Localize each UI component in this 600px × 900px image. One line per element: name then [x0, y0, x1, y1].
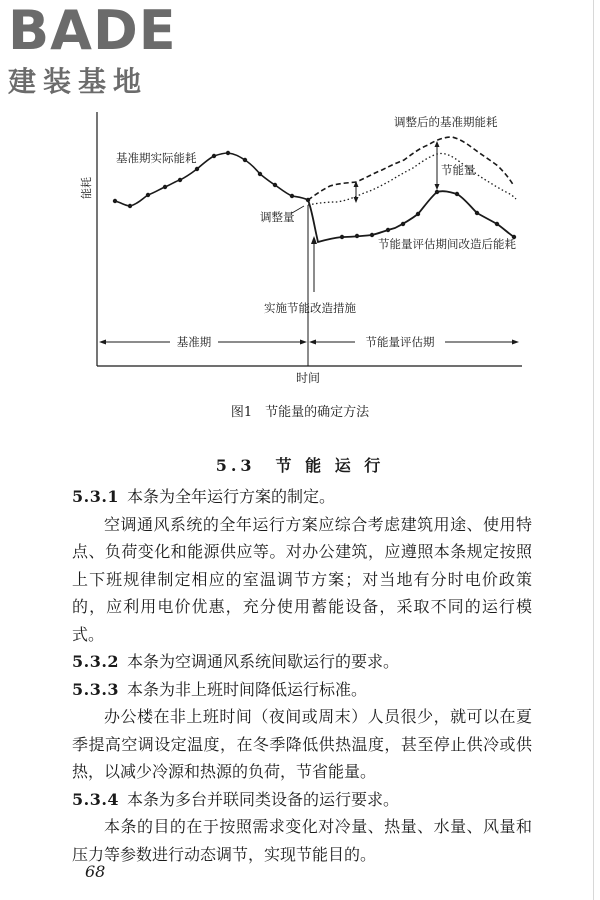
post-retrofit-energy-curve — [308, 191, 514, 242]
label-evaluation-period: 节能量评估期 — [365, 335, 435, 349]
label-savings: 节能量 — [441, 163, 476, 177]
adjusted-baseline-energy-curve — [308, 137, 514, 200]
logo-subtitle: 建装基地 — [8, 65, 149, 98]
clause-number: 5.3.3 — [72, 679, 120, 699]
clause-5-3-4 — [72, 786, 532, 814]
baseline-period-arrow-right — [300, 340, 307, 345]
savings-arrow-up — [435, 141, 440, 147]
label-adjusted-baseline: 调整后的基准期能耗 — [394, 115, 498, 129]
paragraph-operation-plan: 空调通风系统的全年运行方案应综合考虑建筑用途、使用特点、负荷变化和能源供应等。对办公建筑，应遵照本条规定按照上下班规律制定相应的室温调节方案；对当地有分时电价政策的，应利用电价优惠，充分使用蓄能设备，采取不同的运行模式。 — [72, 514, 532, 644]
clause-number: 5.3.4 — [72, 789, 120, 809]
paragraph-parallel-equipment: 本条的目的在于按照需求变化对冷量、热量、水量、风量和压力等参数进行动态调节，实现节能目的。 — [72, 817, 532, 864]
clause-5-3-3 — [72, 676, 532, 704]
evaluation-period-arrow-right — [512, 340, 519, 345]
clause-text: 本条为空调通风系统间歇运行的要求。 — [127, 652, 400, 671]
figure-caption: 图1 节能量的确定方法 — [230, 405, 370, 420]
clause-number: 5.3.1 — [72, 487, 120, 506]
clause-text: 本条为非上班时间降低运行标准。 — [127, 679, 368, 699]
energy-savings-figure — [0, 0, 600, 400]
savings-arrow-down — [435, 184, 440, 190]
page-number: 68 — [85, 862, 106, 881]
logo-mark: BADE — [8, 0, 177, 62]
label-adjustment: 调整量 — [260, 210, 295, 224]
clause-5-3-1 — [72, 483, 532, 511]
baseline-period-arrow-left — [99, 340, 106, 345]
label-baseline-period: 基准期 — [176, 335, 212, 349]
adjustment-arrow-down — [354, 197, 359, 203]
clause-5-3-2 — [72, 648, 532, 676]
x-axis-label: 时间 — [295, 371, 321, 385]
section-title: 5.3 节 能 运 行 — [215, 456, 385, 475]
paragraph-off-hours: 办公楼在非上班时间（夜间或周末）人员很少，就可以在夏季提高空调设定温度，在冬季降低供热温度，甚至停止供冷或供热，以减少冷源和热源的负荷，节省能量。 — [72, 707, 532, 781]
adjusted-baseline-dotted-curve — [308, 153, 516, 205]
label-retrofit-action: 实施节能改造措施 — [264, 301, 356, 315]
clause-number: 5.3.2 — [72, 652, 120, 671]
label-baseline-actual: 基准期实际能耗 — [116, 151, 197, 165]
clause-text: 本条为全年运行方案的制定。 — [127, 487, 336, 506]
evaluation-period-arrow-left — [309, 340, 316, 345]
post-retrofit-data-points — [340, 190, 516, 239]
label-post-retrofit: 节能量评估期间改造后能耗 — [378, 237, 516, 251]
clause-text: 本条为多台并联同类设备的运行要求。 — [127, 789, 400, 809]
y-axis-label: 能耗 — [80, 177, 93, 199]
